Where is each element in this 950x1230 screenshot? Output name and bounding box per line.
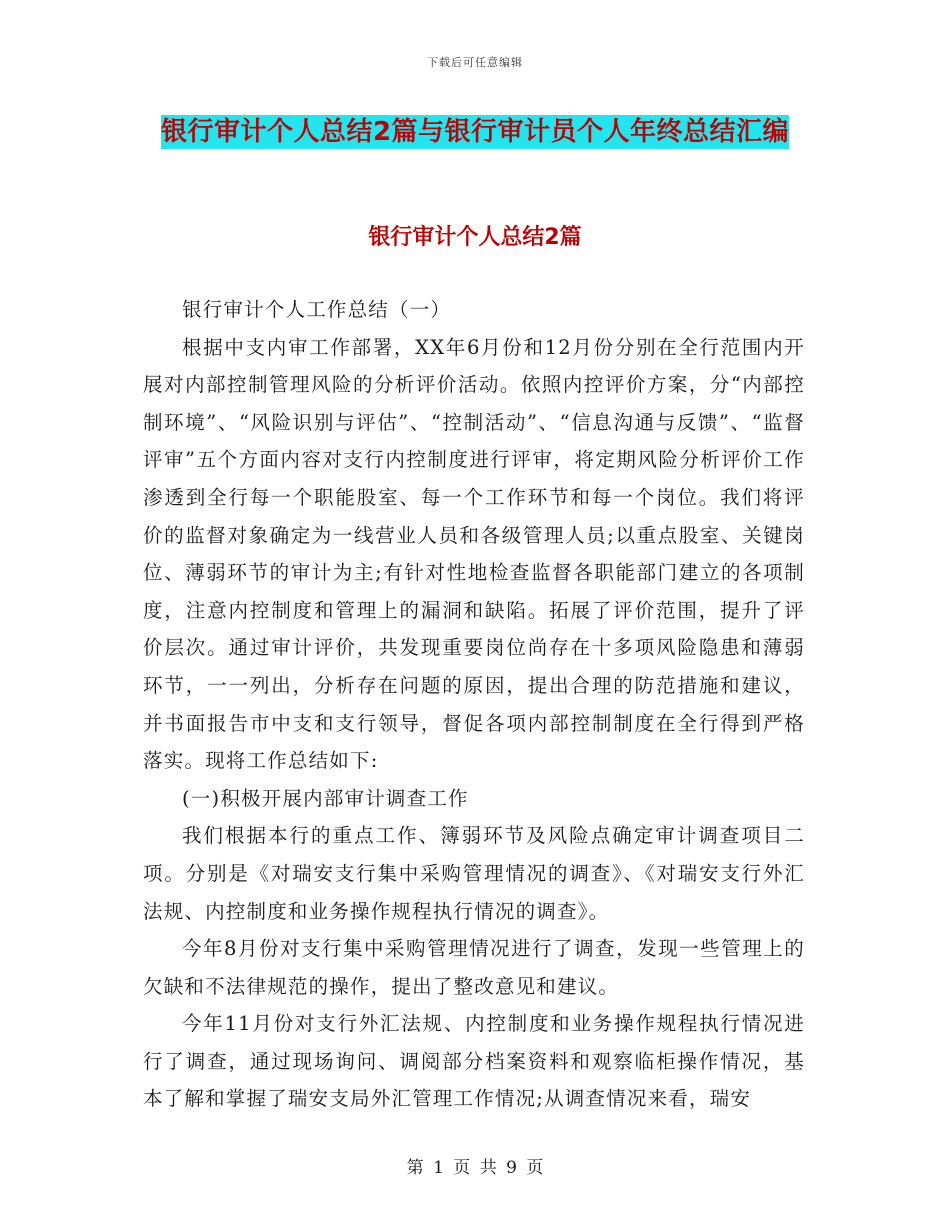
document-subtitle: 银行审计个人总结2篇 [368, 225, 582, 250]
paragraph: 我们根据本行的重点工作、簿弱环节及风险点确定审计调查项目二项。分别是《对瑞安支行集中采购管理情况的调查》、《对瑞安支行外汇法规、内控制度和业务操作规程执行情况的调查》。 [143, 824, 805, 923]
paragraph: 根据中支内审工作部署，XX年6月份和12月份分别在全行范围内开展对内部控制管理风险的分析评价活动。依照内控评价方案，分“内部控制环境”、“风险识别与评估”、“控制活动”、“信息沟通与反馈”、“监督评审”五个方面内容对支行内控制度进行评审，将定期风险分析评价工作渗透到全行每一个职能股室、每一个工作环节和每一个岗位。我们将评价的监督对象确定为一线营业人员和各级管理人员;以重点股室、关键岗位、薄弱环节的审计为主;有针对性地检查监督各职能部门建立的各项制度，注意内控制度和管理上的漏洞和缺陷。拓展了评价范围，提升了评价层次。通过审计评价，共发现重要岗位尚存在十多项风险隐患和薄弱环节，一一列出，分析存在问题的原因，提出合理的防范措施和建议，并书面报告市中支和支行领导，督促各项内部控制制度在全行得到严格落实。现将工作总结如下: [143, 335, 805, 773]
document-title-text: 银行审计个人总结2篇与银行审计员个人年终总结汇编 [160, 117, 790, 147]
paragraph: 今年11月份对支行外汇法规、内控制度和业务操作规程执行情况进行了调查，通过现场询问、调阅部分档案资料和观察临柜操作情况，基本了解和掌握了瑞安支局外汇管理工作情况;从调查情况来看，瑞安 [143, 1012, 805, 1111]
section-heading: (一)积极开展内部审计调查工作 [182, 786, 469, 810]
document-title [150, 110, 800, 154]
paragraph: 银行审计个人工作总结（一） [182, 298, 452, 321]
paragraph: 今年8月份对支行集中采购管理情况进行了调查，发现一些管理上的欠缺和不法律规范的操作，提出了整改意见和建议。 [143, 937, 805, 998]
page-number-footer: 第 1 页 共 9 页 [406, 1158, 544, 1178]
header-note: 下载后可任意编辑 [427, 56, 523, 69]
document-body [143, 291, 805, 1118]
